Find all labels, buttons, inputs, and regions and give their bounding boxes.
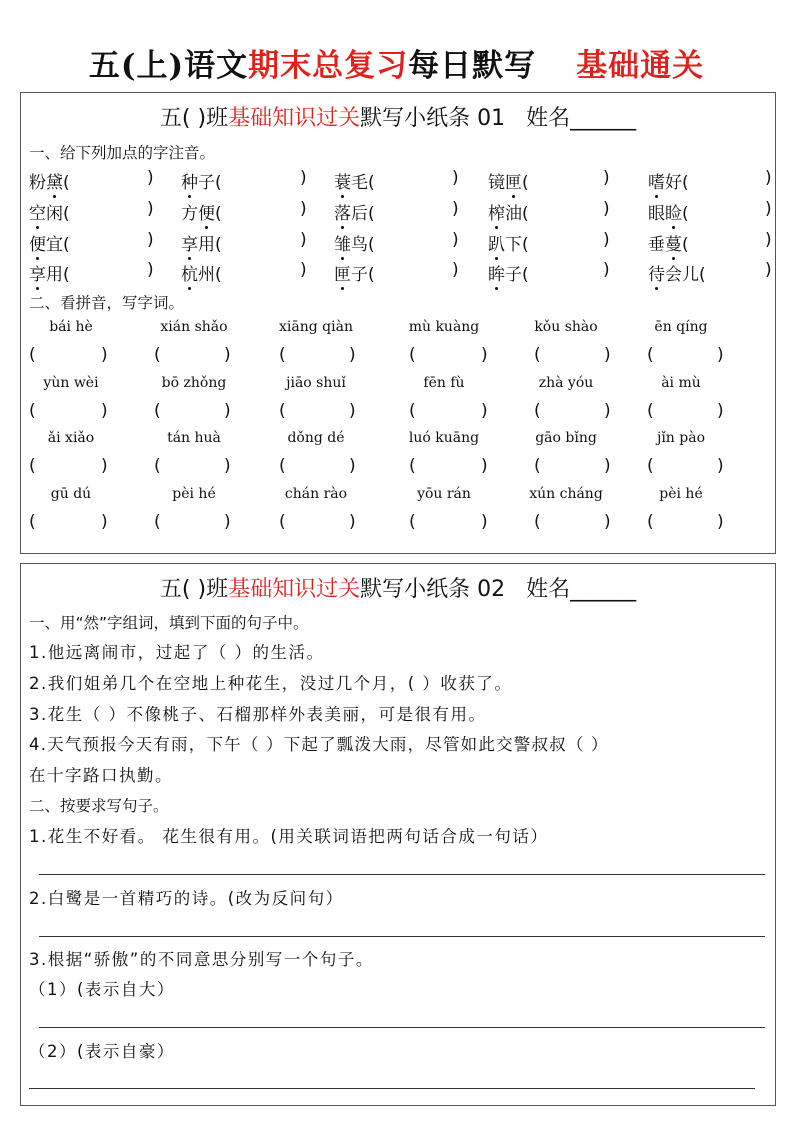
annotate-word-wrap: [488, 230, 522, 255]
annotate-word: 眼睑: [648, 204, 682, 224]
question-3-part-2: （2）(表示自豪）: [29, 1042, 175, 1061]
emphasis-dot: [188, 195, 191, 198]
annotate-word-wrap: [334, 168, 368, 193]
answer-line[interactable]: [29, 1088, 755, 1089]
annotate-item: [334, 260, 375, 285]
emphasis-dot: [495, 226, 498, 229]
emphasis-dot: [672, 226, 675, 229]
annotate-item: [648, 230, 689, 255]
answer-line[interactable]: [39, 1027, 765, 1028]
open-paren: (: [699, 265, 706, 285]
answer-blank[interactable]: (: [279, 456, 286, 476]
header-highlight: 基础知识过关: [228, 106, 361, 131]
open-paren: (: [368, 235, 375, 255]
answer-blank[interactable]: (: [29, 401, 36, 421]
answer-blank[interactable]: (: [279, 345, 286, 365]
answer-blank[interactable]: ): [224, 456, 231, 476]
pinyin-prompt: kǒu shào: [534, 319, 598, 335]
answer-blank-close[interactable]: ): [452, 230, 459, 250]
pinyin-prompt: dǒng dé: [287, 430, 345, 446]
pinyin-prompt: ǎi xiǎo: [47, 430, 95, 446]
annotate-word-wrap: [181, 260, 215, 285]
answer-blank[interactable]: (: [534, 512, 541, 532]
answer-blank-close[interactable]: ): [300, 168, 307, 188]
annotate-item: [181, 199, 222, 224]
open-paren: (: [682, 173, 689, 193]
answer-blank[interactable]: ): [481, 456, 488, 476]
open-paren: (: [522, 235, 529, 255]
answer-blank[interactable]: (: [534, 345, 541, 365]
pinyin-prompt: chán rào: [284, 486, 348, 502]
section-label: 二、按要求写句子。: [29, 797, 169, 815]
answer-blank[interactable]: ): [224, 345, 231, 365]
annotate-word: 方便: [181, 204, 215, 224]
answer-blank-close[interactable]: ): [603, 230, 610, 250]
annotate-item: [648, 168, 689, 193]
open-paren: (: [522, 204, 529, 224]
emphasis-dot: [36, 287, 39, 290]
answer-blank[interactable]: (: [647, 512, 654, 532]
answer-blank[interactable]: ): [349, 401, 356, 421]
open-paren: (: [522, 173, 529, 193]
annotate-word: 便宜: [29, 235, 63, 255]
answer-blank-close[interactable]: ): [765, 168, 772, 188]
answer-blank[interactable]: ): [481, 345, 488, 365]
fill-sentence: 1.他远离闹市，过起了（ ）的生活。: [29, 643, 325, 662]
answer-blank[interactable]: (: [279, 401, 286, 421]
title-part: 每日默写: [408, 48, 537, 84]
pinyin-prompt: bō zhǒng: [161, 375, 227, 391]
pinyin-prompt: gāo bǐng: [535, 430, 597, 446]
annotate-word-wrap: [488, 168, 522, 193]
fill-sentence: 4.天气预报今天有雨，下午（ ）下起了瓢泼大雨，尽管如此交警叔叔（ ）: [29, 735, 609, 754]
pinyin-prompt: pèi hé: [172, 486, 216, 502]
annotate-item: [29, 230, 70, 255]
open-paren: (: [368, 204, 375, 224]
answer-blank[interactable]: ): [717, 512, 724, 532]
answer-blank[interactable]: (: [279, 512, 286, 532]
pinyin-prompt: jǐn pào: [656, 430, 706, 446]
answer-blank[interactable]: (: [409, 512, 416, 532]
open-paren: (: [682, 235, 689, 255]
fill-sentence: 在十字路口执勤。: [29, 766, 173, 785]
annotate-word: 享用: [181, 235, 215, 255]
pinyin-prompt: xún cháng: [529, 486, 603, 502]
answer-blank[interactable]: (: [154, 456, 161, 476]
open-paren: (: [368, 265, 375, 285]
fill-sentence: 3.花生（ ）不像桃子、石榴那样外表美丽，可是很有用。: [29, 705, 487, 724]
annotate-word: 落后: [334, 204, 368, 224]
worksheet-02: [20, 563, 776, 1106]
annotate-word: 嗜好: [648, 173, 682, 193]
annotate-item: [334, 230, 375, 255]
answer-blank[interactable]: (: [647, 456, 654, 476]
answer-line[interactable]: [39, 936, 765, 937]
emphasis-dot: [512, 195, 515, 198]
worksheet-01: [20, 92, 776, 554]
title-highlight: 期末总复习: [248, 48, 409, 84]
answer-blank[interactable]: (: [409, 345, 416, 365]
answer-blank[interactable]: (: [154, 512, 161, 532]
answer-blank[interactable]: (: [409, 401, 416, 421]
title-highlight: 基础通关: [576, 48, 705, 84]
annotate-word-wrap: [648, 260, 699, 285]
class-label: 五( )班: [159, 106, 229, 131]
annotate-word-wrap: [334, 199, 368, 224]
answer-blank[interactable]: ): [101, 456, 108, 476]
annotate-word: 种子: [181, 173, 215, 193]
answer-blank[interactable]: (: [154, 401, 161, 421]
answer-blank[interactable]: ): [604, 456, 611, 476]
annotate-word-wrap: [648, 199, 682, 224]
answer-blank[interactable]: ): [717, 456, 724, 476]
page-title: [0, 40, 793, 85]
open-paren: (: [63, 173, 70, 193]
annotate-word-wrap: [181, 199, 215, 224]
open-paren: (: [63, 204, 70, 224]
answer-blank[interactable]: (: [647, 345, 654, 365]
title-part: 五(上)语文: [88, 48, 249, 84]
pinyin-prompt: yōu rán: [417, 486, 471, 502]
answer-blank-close[interactable]: ): [147, 230, 154, 250]
annotate-item: [334, 199, 375, 224]
annotate-word-wrap: [334, 230, 368, 255]
pinyin-prompt: mù kuàng: [408, 319, 480, 335]
answer-blank[interactable]: (: [647, 401, 654, 421]
open-paren: (: [63, 265, 70, 285]
answer-blank-close[interactable]: ): [147, 260, 154, 280]
class-label: 五( )班: [159, 577, 229, 602]
fill-sentence: 2.我们姐弟几个在空地上种花生，没过几个月，( ）收获了。: [29, 674, 513, 693]
sheet-number: 默写小纸条 01: [360, 106, 506, 131]
annotate-item: [648, 199, 689, 224]
emphasis-dot: [188, 287, 191, 290]
annotate-word: 垂蔓: [648, 235, 682, 255]
open-paren: (: [522, 265, 529, 285]
section-label: 一、用“然”字组词，填到下面的句子中。: [29, 614, 309, 632]
pinyin-prompt: pèi hé: [659, 486, 703, 502]
annotate-item: [488, 168, 529, 193]
pinyin-prompt: gū dú: [50, 486, 92, 502]
answer-blank[interactable]: (: [29, 512, 36, 532]
answer-blank[interactable]: ): [101, 401, 108, 421]
answer-blank-close[interactable]: ): [147, 199, 154, 219]
annotate-word: 空闲: [29, 204, 63, 224]
emphasis-dot: [495, 287, 498, 290]
question-3-part-1: （1）(表示自大）: [29, 980, 175, 999]
answer-blank[interactable]: ): [717, 345, 724, 365]
answer-blank-close[interactable]: ): [603, 199, 610, 219]
question-3: 3.根据“骄傲”的不同意思分别写一个句子。: [29, 950, 374, 969]
annotate-word: 待会儿: [648, 265, 699, 285]
annotate-word-wrap: [181, 230, 215, 255]
answer-blank[interactable]: ): [604, 512, 611, 532]
answer-blank[interactable]: (: [29, 456, 36, 476]
open-paren: (: [215, 265, 222, 285]
emphasis-dot: [341, 226, 344, 229]
answer-blank[interactable]: ): [604, 345, 611, 365]
annotate-word-wrap: [29, 199, 63, 224]
answer-blank[interactable]: ): [349, 512, 356, 532]
answer-blank-close[interactable]: ): [300, 260, 307, 280]
open-paren: (: [215, 235, 222, 255]
emphasis-dot: [341, 195, 344, 198]
annotate-item: [488, 199, 529, 224]
annotate-word-wrap: [488, 260, 522, 285]
answer-blank[interactable]: ): [101, 345, 108, 365]
question-2: 2.白鹭是一首精巧的诗。(改为反问句）: [29, 889, 344, 908]
answer-blank-close[interactable]: ): [452, 260, 459, 280]
emphasis-dot: [655, 195, 658, 198]
annotate-word: 杭州: [181, 265, 215, 285]
worksheet-header: [21, 572, 775, 603]
answer-blank[interactable]: ): [224, 401, 231, 421]
answer-blank[interactable]: (: [534, 401, 541, 421]
answer-blank-close[interactable]: ): [452, 168, 459, 188]
pinyin-prompt: ēn qíng: [654, 319, 708, 335]
open-paren: (: [63, 235, 70, 255]
annotate-word: 镜匣: [488, 173, 522, 193]
answer-blank[interactable]: ): [717, 401, 724, 421]
question-1: 1.花生不好看。 花生很有用。(用关联词语把两句话合成一句话）: [29, 827, 549, 846]
annotate-item: [488, 230, 529, 255]
open-paren: (: [215, 173, 222, 193]
annotate-word-wrap: [29, 260, 63, 285]
annotate-word: 趴下: [488, 235, 522, 255]
answer-blank[interactable]: ): [224, 512, 231, 532]
emphasis-dot: [341, 287, 344, 290]
pinyin-prompt: fēn fù: [423, 375, 465, 391]
answer-blank[interactable]: ): [101, 512, 108, 532]
open-paren: (: [215, 204, 222, 224]
pinyin-prompt: yùn wèi: [43, 375, 99, 391]
emphasis-dot: [205, 226, 208, 229]
open-paren: (: [682, 204, 689, 224]
answer-blank[interactable]: (: [534, 456, 541, 476]
annotate-word: 榨油: [488, 204, 522, 224]
answer-blank[interactable]: (: [409, 456, 416, 476]
annotate-word-wrap: [648, 168, 682, 193]
answer-blank-close[interactable]: ): [147, 168, 154, 188]
answer-blank-close[interactable]: ): [603, 260, 610, 280]
annotate-word: 雏鸟: [334, 235, 368, 255]
annotate-word: 眸子: [488, 265, 522, 285]
pinyin-prompt: jiāo shuǐ: [286, 375, 346, 391]
answer-blank-close[interactable]: ): [765, 199, 772, 219]
answer-blank-close[interactable]: ): [452, 199, 459, 219]
answer-blank-close[interactable]: ): [300, 230, 307, 250]
annotate-item: [181, 260, 222, 285]
pinyin-prompt: ài mù: [661, 375, 701, 391]
answer-blank-close[interactable]: ): [603, 168, 610, 188]
annotate-word: 享用: [29, 265, 63, 285]
name-field[interactable]: 姓名______: [526, 577, 637, 602]
annotate-item: [181, 168, 222, 193]
annotate-item: [29, 260, 70, 285]
answer-blank[interactable]: ): [481, 512, 488, 532]
header-highlight: 基础知识过关: [228, 577, 361, 602]
pinyin-prompt: xián shǎo: [160, 319, 228, 335]
answer-blank[interactable]: ): [349, 345, 356, 365]
answer-blank-close[interactable]: ): [765, 230, 772, 250]
annotate-word-wrap: [29, 168, 63, 193]
section-label: 二、看拼音，写字词。: [29, 294, 185, 312]
annotate-word-wrap: [488, 199, 522, 224]
pinyin-prompt: xiāng qiàn: [279, 319, 353, 335]
answer-blank-close[interactable]: ): [765, 260, 772, 280]
open-paren: (: [368, 173, 375, 193]
pinyin-prompt: luó kuāng: [408, 430, 480, 446]
annotate-word-wrap: [334, 260, 368, 285]
name-field[interactable]: 姓名______: [526, 106, 637, 131]
annotate-word-wrap: [181, 168, 215, 193]
annotate-item: [181, 230, 222, 255]
annotate-item: [334, 168, 375, 193]
annotate-item: [648, 260, 706, 285]
answer-blank[interactable]: ): [604, 401, 611, 421]
emphasis-dot: [53, 195, 56, 198]
pinyin-prompt: bái hè: [49, 319, 93, 335]
annotate-word: 蓑毛: [334, 173, 368, 193]
worksheet-header: [21, 101, 775, 132]
emphasis-dot: [655, 287, 658, 290]
answer-blank[interactable]: ): [349, 456, 356, 476]
annotate-item: [29, 199, 70, 224]
answer-blank[interactable]: (: [154, 345, 161, 365]
annotate-word-wrap: [648, 230, 682, 255]
annotate-word: 粉黛: [29, 173, 63, 193]
sheet-number: 默写小纸条 02: [360, 577, 506, 602]
answer-line[interactable]: [39, 874, 765, 875]
section-label: 一、给下列加点的字注音。: [29, 144, 216, 162]
annotate-word-wrap: [29, 230, 63, 255]
annotate-item: [29, 168, 70, 193]
annotate-item: [488, 260, 529, 285]
annotate-word: 匣子: [334, 265, 368, 285]
emphasis-dot: [36, 226, 39, 229]
pinyin-prompt: zhà yóu: [538, 375, 594, 391]
answer-blank[interactable]: ): [481, 401, 488, 421]
pinyin-prompt: tán huà: [167, 430, 221, 446]
answer-blank-close[interactable]: ): [300, 199, 307, 219]
answer-blank[interactable]: (: [29, 345, 36, 365]
